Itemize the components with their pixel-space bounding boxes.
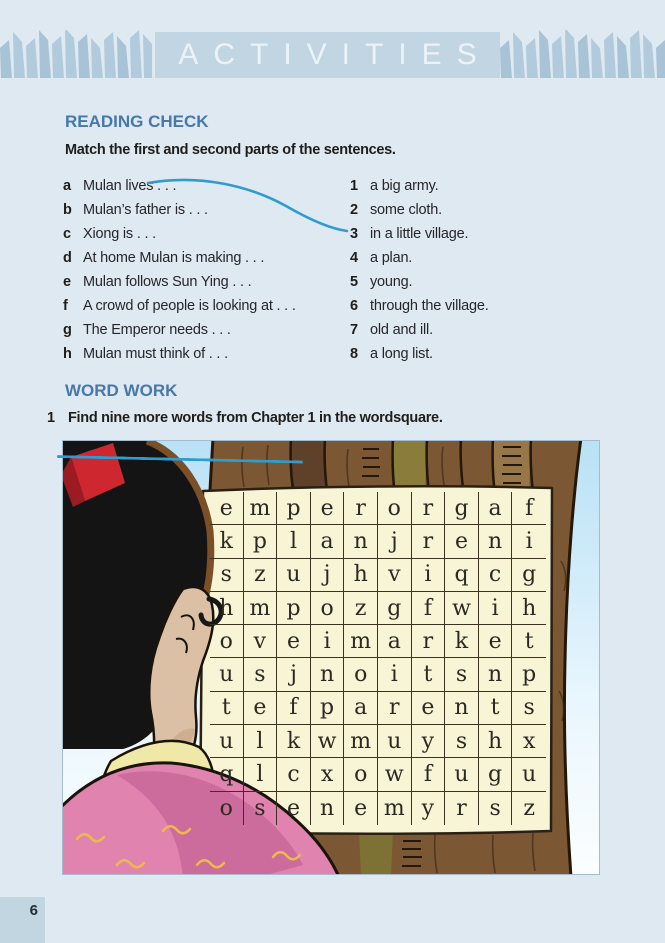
match-item-letter: g [63, 322, 72, 338]
wordsquare-cell: t [479, 692, 513, 725]
tree-branch-band [291, 441, 326, 493]
wordsquare-cell: r [445, 792, 479, 825]
word-work-instruction: Find nine more words from Chapter 1 in the wordsquare. [68, 410, 443, 426]
wordsquare-cell: e [277, 625, 311, 658]
match-item-text: in a little village. [370, 226, 469, 242]
wordsquare-cell: n [344, 525, 378, 558]
match-item-number: 7 [350, 322, 358, 338]
wordsquare-cell: z [344, 592, 378, 625]
match-item-number: 8 [350, 346, 358, 362]
wordsquare-cell: j [378, 525, 412, 558]
wordsquare-cell: t [512, 625, 546, 658]
wordsquare-cell: e [210, 492, 244, 525]
wordsquare-cell: t [412, 658, 446, 691]
page-number: 6 [29, 902, 38, 919]
wordsquare-cell: s [244, 658, 278, 691]
wordsquare-cell: h [479, 725, 513, 758]
wordsquare-cell: m [244, 492, 278, 525]
wordsquare-cell: w [378, 758, 412, 791]
match-item-number: 6 [350, 298, 358, 314]
match-right-column [350, 174, 489, 366]
wordsquare-cell: r [378, 692, 412, 725]
match-item [350, 174, 489, 198]
match-item-number: 2 [350, 202, 358, 218]
exercise-number: 1 [47, 410, 55, 426]
wordsquare-cell: l [244, 758, 278, 791]
wordsquare-cell: s [479, 792, 513, 825]
header-pattern-left [0, 30, 152, 80]
wordsquare-cell: h [210, 592, 244, 625]
match-item [63, 342, 296, 366]
match-item-letter: h [63, 346, 72, 362]
wordsquare-cell: r [344, 492, 378, 525]
match-item-number: 5 [350, 274, 358, 290]
match-item [350, 318, 489, 342]
wordsquare-cell: e [412, 692, 446, 725]
match-item [350, 246, 489, 270]
match-item-text: through the village. [370, 298, 489, 314]
wordsquare-cell: m [378, 792, 412, 825]
wordsquare-cell: i [479, 592, 513, 625]
match-item-letter: b [63, 202, 72, 218]
wordsquare-cell: p [244, 525, 278, 558]
wordsquare-cell: f [412, 758, 446, 791]
wordsquare-grid [210, 492, 546, 825]
wordsquare-cell: w [445, 592, 479, 625]
wordsquare-cell: g [512, 559, 546, 592]
wordsquare-cell: a [378, 625, 412, 658]
wordsquare-cell: e [244, 692, 278, 725]
wordsquare-cell: f [412, 592, 446, 625]
match-item [350, 270, 489, 294]
match-item [63, 222, 296, 246]
match-item-text: The Emperor needs . . . [83, 322, 231, 338]
wordsquare-cell: i [412, 559, 446, 592]
wordsquare-cell: n [311, 792, 345, 825]
match-item [63, 318, 296, 342]
wordsquare-cell: v [378, 559, 412, 592]
match-item [63, 270, 296, 294]
match-left-column [63, 174, 296, 366]
match-item [350, 222, 489, 246]
page-number-bar [0, 897, 45, 943]
illustration [62, 440, 600, 875]
wordsquare-cell: f [277, 692, 311, 725]
wordsquare-cell: v [244, 625, 278, 658]
wordsquare-cell: j [277, 658, 311, 691]
wordsquare-cell: f [512, 492, 546, 525]
wordsquare-cell: p [277, 492, 311, 525]
wordsquare-cell: c [277, 758, 311, 791]
wordsquare-cell: g [445, 492, 479, 525]
match-item-number: 1 [350, 178, 358, 194]
wordsquare-cell: k [210, 525, 244, 558]
page-title: ACTIVITIES [178, 38, 492, 71]
wordsquare-cell: a [479, 492, 513, 525]
match-item [350, 294, 489, 318]
wordsquare-cell: u [378, 725, 412, 758]
match-item-number: 3 [350, 226, 358, 242]
match-item-text: Mulan lives . . . [83, 178, 177, 194]
header-pattern-right [500, 30, 665, 80]
match-item [350, 342, 489, 366]
wordsquare-cell: x [311, 758, 345, 791]
wordsquare-cell: m [244, 592, 278, 625]
match-item [63, 294, 296, 318]
match-item-text: Mulan follows Sun Ying . . . [83, 274, 252, 290]
match-item-text: Xiong is . . . [83, 226, 156, 242]
wordsquare-cell: c [479, 559, 513, 592]
match-item-text: Mulan must think of . . . [83, 346, 228, 362]
wordsquare-cell: s [445, 658, 479, 691]
match-item [63, 198, 296, 222]
header-banner [155, 32, 500, 78]
tree-bark-band [359, 831, 393, 874]
match-item-letter: a [63, 178, 71, 194]
wordsquare-cell: i [311, 625, 345, 658]
wordsquare-cell: q [210, 758, 244, 791]
wordsquare-cell: k [277, 725, 311, 758]
wordsquare-cell: t [210, 692, 244, 725]
wordsquare-cell: e [479, 625, 513, 658]
match-item-letter: c [63, 226, 71, 242]
wordsquare-cell: a [344, 692, 378, 725]
wordsquare-cell: u [512, 758, 546, 791]
wordsquare-cell: u [277, 559, 311, 592]
match-item-letter: d [63, 250, 72, 266]
wordsquare-cell: o [210, 792, 244, 825]
match-item [63, 174, 296, 198]
wordsquare-cell: i [378, 658, 412, 691]
match-item [63, 246, 296, 270]
wordsquare-cell: z [523, 795, 535, 821]
wordsquare-cell: r [412, 625, 446, 658]
wordsquare-cell: h [344, 559, 378, 592]
match-item-text: Mulan’s father is . . . [83, 202, 208, 218]
wordsquare-cell: s [445, 725, 479, 758]
wordsquare-cell: s [244, 792, 278, 825]
wordsquare-cell: r [412, 525, 446, 558]
wordsquare-cell: o [344, 758, 378, 791]
match-item-text: some cloth. [370, 202, 442, 218]
wordsquare-cell: o [311, 592, 345, 625]
wordsquare-cell: l [277, 525, 311, 558]
match-item-text: a long list. [370, 346, 433, 362]
wordsquare-cell: m [344, 725, 378, 758]
wordsquare-cell: l [244, 725, 278, 758]
match-item-text: a big army. [370, 178, 439, 194]
reading-check-instruction: Match the first and second parts of the sentences. [65, 142, 396, 158]
wordsquare-cell: e [311, 492, 345, 525]
wordsquare-cell: n [479, 658, 513, 691]
wordsquare-cell: p [277, 592, 311, 625]
wordsquare-cell: x [512, 725, 546, 758]
match-item-text: old and ill. [370, 322, 433, 338]
wordsquare-cell: p [512, 658, 546, 691]
wordsquare-cell: q [445, 559, 479, 592]
wordsquare-cell: g [479, 758, 513, 791]
wordsquare-cell: u [210, 725, 244, 758]
wordsquare-cell: w [311, 725, 345, 758]
wordsquare-cell: o [378, 492, 412, 525]
match-item-letter: e [63, 274, 71, 290]
wordsquare-cell: y [412, 725, 446, 758]
wordsquare-cell: s [512, 692, 546, 725]
wordsquare-cell: n [445, 692, 479, 725]
wordsquare-cell: p [311, 692, 345, 725]
wordsquare-cell: i [512, 525, 546, 558]
word-work-heading: WORD WORK [65, 381, 178, 400]
wordsquare-cell: o [344, 658, 378, 691]
wordsquare-cell: k [445, 625, 479, 658]
match-item-text: At home Mulan is making . . . [83, 250, 265, 266]
match-item [350, 198, 489, 222]
wordsquare-cell: h [512, 592, 546, 625]
match-item-text: a plan. [370, 250, 413, 266]
wordsquare-cell: n [479, 525, 513, 558]
wordsquare-cell: e [277, 792, 311, 825]
wordsquare-cell: n [311, 658, 345, 691]
wordsquare-cell: u [210, 658, 244, 691]
match-item-number: 4 [350, 250, 358, 266]
wordsquare-cell: j [311, 559, 345, 592]
reading-check-heading: READING CHECK [65, 112, 209, 131]
wordsquare-cell: r [412, 492, 446, 525]
wordsquare-cell: y [412, 792, 446, 825]
wordsquare-cell: g [378, 592, 412, 625]
wordsquare-cell: u [445, 758, 479, 791]
wordsquare-cell: e [344, 792, 378, 825]
match-item-text: A crowd of people is looking at . . . [83, 298, 296, 314]
wordsquare-cell: e [445, 525, 479, 558]
match-item-letter: f [63, 298, 68, 314]
wordsquare-cell: a [311, 525, 345, 558]
match-item-text: young. [370, 274, 413, 290]
wordsquare-cell: m [344, 625, 378, 658]
wordsquare-cell: z [244, 559, 278, 592]
wordsquare-cell: s [210, 559, 244, 592]
wordsquare-cell: o [210, 625, 244, 658]
